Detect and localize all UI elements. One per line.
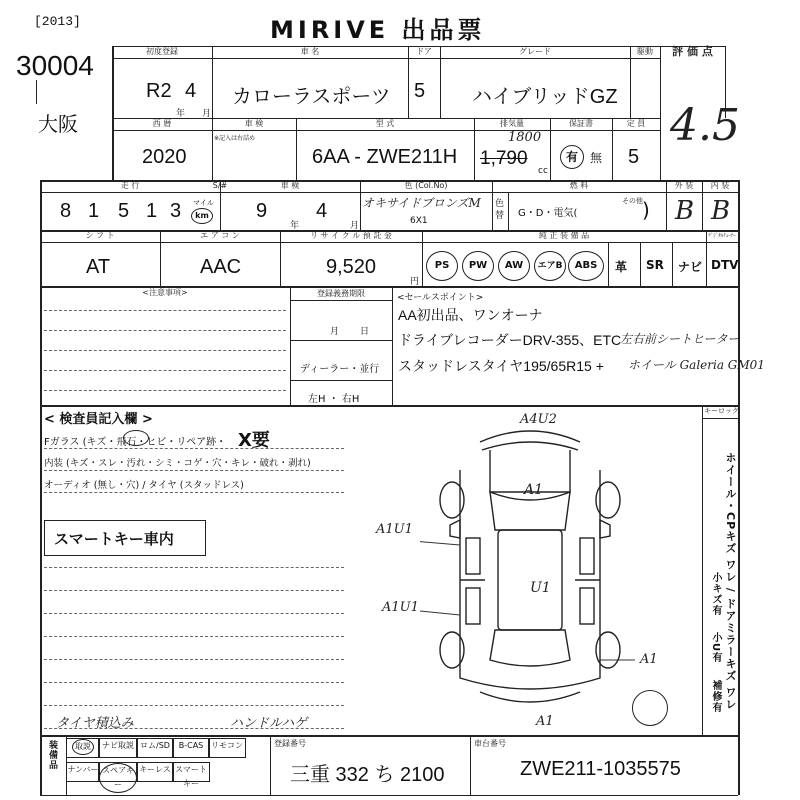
owner-deadline-label: 登録義務期限	[317, 289, 365, 298]
shift-value: AT	[86, 256, 111, 278]
year-unit: 年	[176, 109, 186, 119]
venue: 大阪	[38, 112, 78, 136]
sales-line: AA初出品、ワンオーナ	[398, 307, 543, 323]
sales-hand-note: 左右前シートヒーター	[620, 332, 740, 346]
caution-label: <注意事項>	[142, 288, 188, 297]
equip-pw: PW	[462, 251, 494, 281]
inspection-note: ※記入は右詰め	[214, 135, 256, 142]
score-header: 評 価 点	[672, 45, 713, 58]
damage-mark: A1U1	[376, 522, 413, 537]
first-reg-era: R2	[146, 80, 172, 102]
equip-spare-key	[98, 762, 138, 789]
equip-dtv: DTV	[711, 258, 739, 272]
damage-mark: A1U1	[382, 600, 419, 615]
page-title: MIRIVE 出品票	[270, 16, 486, 44]
warranty-yes: 有	[560, 145, 584, 169]
car-diagram	[420, 420, 640, 720]
equip-leather: 革	[615, 260, 628, 274]
grade-header: グレード	[519, 47, 551, 56]
inspector-line: オーディオ (無し・穴) / タイヤ (スタッドレス)	[44, 480, 244, 491]
equip-keyless: キーレス	[136, 762, 174, 782]
equip-manual-label: 取説	[72, 739, 94, 755]
equip-rom-sd: ロム/SD	[136, 738, 174, 758]
chassis-label: 車台番号	[474, 739, 506, 748]
inspector-line: 内装 (キズ・スレ・汚れ・シミ・コゲ・穴・キレ・破れ・剥れ)	[44, 458, 311, 469]
interior-value: B	[711, 196, 731, 226]
name-header: 車 名	[300, 47, 320, 56]
model-year-header: 西 暦	[152, 119, 172, 128]
sales-hand-note: ホイール Galeria GM01	[628, 358, 765, 372]
fuel-options: G・D・電気(	[518, 208, 578, 219]
aircon-value: AAC	[200, 256, 242, 278]
stone-chip-circle	[123, 430, 149, 446]
color-change: 色替	[495, 199, 505, 221]
color-header: 色 (Col.No)	[404, 181, 448, 190]
mileage-digit: 3	[170, 200, 182, 222]
year-tag: [2013]	[34, 14, 81, 29]
side-mark: 小キズ有	[710, 572, 721, 616]
displacement-old: 1,790	[480, 148, 528, 169]
deadline-day: 日	[360, 327, 370, 337]
month-unit: 月	[202, 109, 212, 119]
drive-header: 駆動	[637, 47, 653, 56]
equip-navi: ナビ	[678, 260, 703, 274]
plate-value: 三重 332 ち 2100	[290, 764, 445, 786]
color-value: オキサイドブロンズM	[362, 196, 481, 210]
first-reg-month: 4	[185, 80, 197, 102]
equipment-label: 装備品	[47, 740, 57, 770]
yen-unit: 円	[410, 277, 420, 287]
score-value: 4.5	[670, 100, 740, 151]
equip-number: ナンバー	[66, 762, 100, 782]
equip-abs: ABS	[568, 251, 604, 281]
mileage-digit: 8	[60, 200, 72, 222]
aircon-header: エ ア コ ン	[200, 231, 240, 240]
lot-underline	[36, 80, 37, 104]
equip-ps: PS	[426, 251, 458, 281]
mileage-digit: 1	[146, 200, 158, 222]
capacity-header: 定 員	[626, 119, 646, 128]
damage-mark: A1	[524, 482, 544, 498]
key-lock-label: キーロック	[704, 407, 739, 415]
smart-key-note: スマートキー車内	[54, 530, 174, 548]
mileage-header: 走 行	[120, 181, 140, 190]
warranty-no: 無	[590, 151, 603, 165]
doors-value: 5	[414, 80, 426, 102]
km-label: km	[191, 208, 213, 224]
lot-number: 30004	[16, 50, 94, 81]
car-name: カローラスポーツ	[232, 86, 391, 108]
inspection-year: 9	[256, 200, 268, 222]
plate-label: 登録番号	[274, 739, 306, 748]
damage-mark: U1	[530, 580, 551, 596]
first-reg-header: 初度登録	[146, 47, 178, 56]
equip-smart-key: スマートキー	[172, 762, 210, 782]
equip-navi-manual: ナビ取説	[98, 738, 138, 758]
sales-line: スタッドレスタイヤ195/65R15 +	[398, 358, 604, 374]
bottom-hand-note-2: ハンドルハゲ	[230, 716, 308, 731]
sales-label: <セールスポイント>	[397, 293, 484, 303]
model-header: 型 式	[375, 119, 395, 128]
bottom-hand-note: タイヤ積込み	[56, 716, 134, 731]
inspection-until-header: 車 検	[280, 181, 300, 190]
inspection-year-unit: 年	[290, 221, 300, 231]
fuel-header: 燃 料	[569, 181, 589, 190]
model-year-value: 2020	[142, 146, 187, 168]
color-code: 6X1	[410, 216, 428, 226]
fuel-paren-close: )	[642, 198, 650, 222]
grade-value: ハイブリッドGZ	[472, 86, 618, 108]
equip-bcas: B-CAS	[172, 738, 210, 758]
side-mark: 小U有	[710, 632, 721, 664]
exterior-value: B	[675, 196, 695, 226]
damage-mark: A1	[640, 652, 658, 667]
shift-header: シ フ ト	[85, 231, 115, 240]
model-value: 6AA - ZWE211H	[312, 146, 458, 168]
dealer-parallel: ディーラー・並行	[300, 364, 380, 375]
capacity-value: 5	[628, 146, 640, 168]
warranty-header: 保証書	[569, 119, 593, 128]
inspection-header: 車 検	[244, 119, 264, 128]
doors-header: ドア	[416, 47, 432, 56]
mile-label: マイル	[193, 199, 214, 207]
handle-position: 左H ・ 右H	[308, 394, 360, 405]
equip-aw: AW	[498, 251, 530, 281]
recycle-header: リ サ イ ク ル 預 託 金	[310, 231, 392, 240]
displacement-header: 排気量	[500, 119, 524, 128]
fuel-other: その他	[622, 197, 643, 205]
sharp-header: S/#	[212, 181, 228, 190]
exterior-header: 外 装	[674, 181, 694, 190]
equip-manual	[66, 738, 100, 758]
deadline-month: 月	[330, 327, 340, 337]
recycle-value: 9,520	[326, 256, 377, 278]
equip-airbag: エアB	[534, 251, 566, 281]
side-mark: 補修有	[710, 680, 721, 713]
damage-mark: A4U2	[520, 412, 557, 427]
inspector-label: < 検査員記入欄 >	[44, 412, 153, 427]
mileage-digit: 5	[118, 200, 130, 222]
equip-sr: SR	[646, 258, 664, 272]
tuner-header: ﾃﾞｼﾞﾀﾙﾁｭｰﾅｰ	[708, 233, 736, 239]
mileage-digit: 1	[88, 200, 100, 222]
side-inspection-text: ホイール・CPキズ ワレ / ドアミラーキズ ワレ	[724, 452, 737, 711]
sales-line: ドライブレコーダーDRV-355、ETC	[398, 332, 622, 348]
inspection-month: 4	[316, 200, 328, 222]
inspection-month-unit: 月	[350, 221, 360, 231]
chassis-value: ZWE211-1035575	[520, 758, 681, 780]
displacement-new: 1800	[508, 130, 542, 145]
interior-header: 内 装	[710, 181, 730, 190]
x-required: X要	[238, 430, 270, 451]
equip-remote: リモコン	[208, 738, 246, 758]
equipment-header: 純 正 装 備 品	[538, 231, 590, 240]
equip-spare-key-label: スペアキー	[99, 763, 137, 793]
cc-unit: cc	[538, 166, 548, 176]
inspector-line: Fガラス (キズ・飛石・ヒビ・リペア跡・	[44, 437, 227, 448]
damage-circle	[632, 690, 668, 726]
damage-mark: A1	[536, 714, 554, 729]
